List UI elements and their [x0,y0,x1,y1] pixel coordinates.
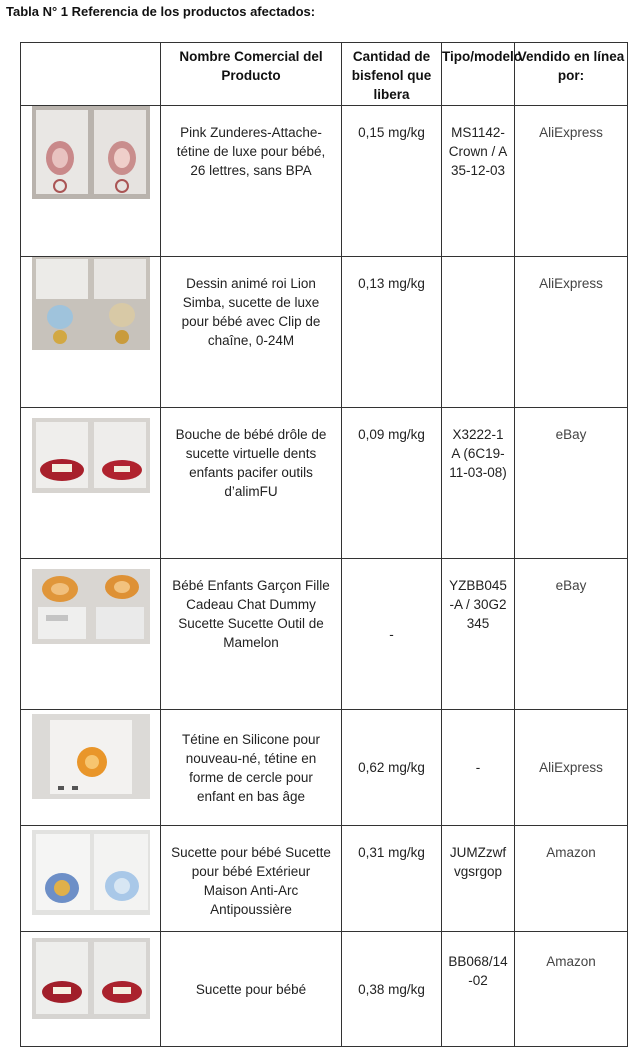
product-model: JUMZzwfvgsrgop [442,826,515,932]
bisphenol-amount: 0,38 mg/kg [342,932,442,1047]
product-name: Tétine en Silicone pour nouveau-né, tétine en forme de cercle pour enfant en bas âge [161,710,342,826]
product-name: Bébé Enfants Garçon Fille Cadeau Chat Dummy Sucette Sucette Outil de Mamelon [161,559,342,710]
product-photo [32,559,150,652]
product-photo-cell [21,257,161,408]
header-bisphenol: Cantidad de bisfenol que libera [342,43,442,106]
seller: AliExpress [515,710,628,826]
header-name: Nombre Comercial del Producto [161,43,342,106]
table-row [21,559,628,710]
product-photo [32,106,150,199]
product-photo [32,257,150,350]
product-model: BB068/14-02 [442,932,515,1047]
product-name: Sucette pour bébé Sucette pour bébé Extérieur Maison Anti-Arc Antipoussière [161,826,342,932]
bisphenol-amount: 0,62 mg/kg [342,710,442,826]
product-photo [32,710,150,803]
bisphenol-amount: 0,31 mg/kg [342,826,442,932]
product-photo-cell [21,932,161,1047]
product-photo-cell [21,710,161,826]
product-name: Bouche de bébé drôle de sucette virtuelle dents enfants pacifer outils d’alimFU [161,408,342,559]
header-model: Tipo/modelo [442,43,515,106]
header-seller: Vendido en línea por: [515,43,628,106]
seller: AliExpress [515,106,628,257]
header-photo [21,43,161,106]
bisphenol-amount: 0,13 mg/kg [342,257,442,408]
table-row [21,826,628,932]
table-row [21,106,628,257]
table-caption: Tabla N° 1 Referencia de los productos afectados: [6,4,316,19]
table-header-row [21,43,628,106]
product-name: Sucette pour bébé [161,932,342,1047]
bisphenol-amount: - [342,559,442,710]
product-name: Dessin animé roi Lion Simba, sucette de luxe pour bébé avec Clip de chaîne, 0-24M [161,257,342,408]
product-photo-cell [21,106,161,257]
seller: eBay [515,408,628,559]
product-name: Pink Zunderes-Attache-tétine de luxe pour bébé, 26 lettres, sans BPA [161,106,342,257]
bisphenol-amount: 0,15 mg/kg [342,106,442,257]
product-photo-cell [21,408,161,559]
product-photo [32,408,150,501]
product-photo [32,826,150,919]
product-photo-cell [21,559,161,710]
bisphenol-amount: 0,09 mg/kg [342,408,442,559]
seller: AliExpress [515,257,628,408]
table-row [21,710,628,826]
table-row [21,408,628,559]
seller: Amazon [515,826,628,932]
product-model: YZBB045-A / 30G2345 [442,559,515,710]
table-row [21,932,628,1047]
table-row [21,257,628,408]
product-model [442,257,515,408]
product-photo-cell [21,826,161,932]
product-model: - [442,710,515,826]
product-photo [32,932,150,1025]
products-table [20,42,628,1047]
seller: eBay [515,559,628,710]
product-model: X3222-1A (6C19-11-03-08) [442,408,515,559]
seller: Amazon [515,932,628,1047]
product-model: MS1142-Crown / A35-12-03 [442,106,515,257]
